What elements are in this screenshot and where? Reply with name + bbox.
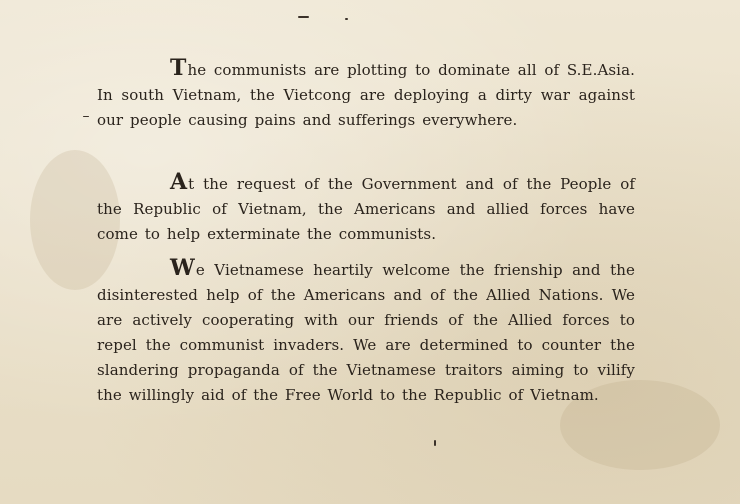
paragraph-1-text: he communists are plotting to dominate all of S.E.Asia. In south Vietnam, the Vietcong are deploying a dirty war against our people causing pains and sufferings everywhere.	[97, 61, 635, 129]
print-mark	[83, 116, 89, 117]
paragraph-1	[97, 55, 635, 133]
print-mark	[434, 440, 436, 446]
paragraph-2-initial: A	[170, 169, 188, 195]
print-mark	[345, 18, 348, 20]
paragraph-3-text: e Vietnamese heartily welcome the frienship and the disinterested help of the Americans and of the Allied Nations. We are actively cooperating with our friends of the Allied forces to repel the communist invaders. We are determined to counter the slandering propaganda of the Vietnamese traitors aiming to vilify the willingly aid of the Free World to the Republic of Vietnam.	[97, 261, 635, 404]
paragraph-2	[97, 169, 635, 247]
paragraph-3	[97, 255, 635, 408]
print-mark	[298, 16, 309, 18]
paragraph-1-initial: T	[170, 55, 187, 81]
paragraph-2-text: t the request of the Government and of the People of the Republic of Vietnam, the Americans and allied forces have come to help exterminate the communists.	[97, 175, 635, 243]
paragraph-3-initial: W	[170, 255, 195, 281]
